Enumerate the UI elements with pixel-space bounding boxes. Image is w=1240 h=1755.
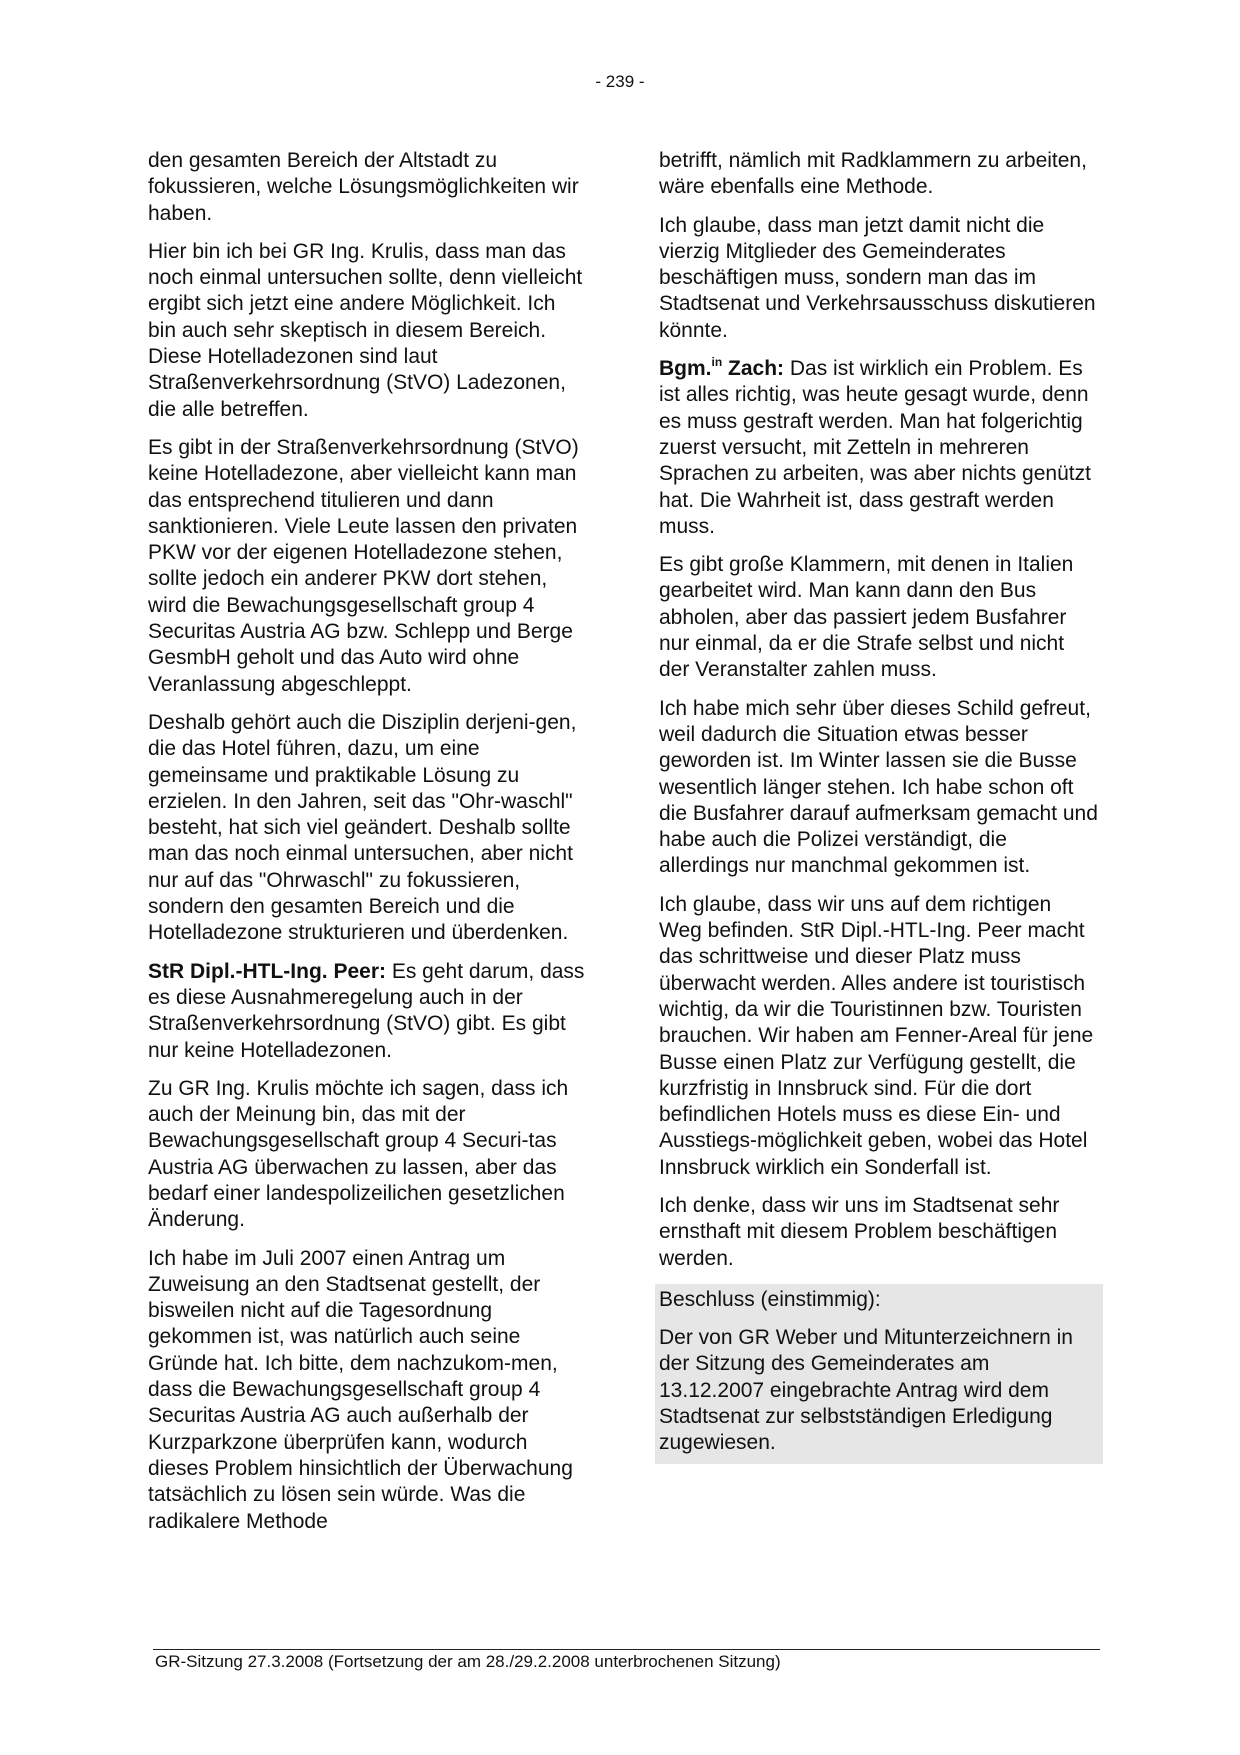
- paragraph: Es gibt große Klammern, mit denen in Italien gearbeitet wird. Man kann dann den Bus abholen, aber das passiert jedem Busfahrer nur einmal, da er die Strafe selbst und nicht der Veranstalter zahlen muss.: [659, 553, 1074, 682]
- paragraph: Deshalb gehört auch die Disziplin derjeni-gen, die das Hotel führen, dazu, um eine gemeinsame und praktikable Lösung zu erzielen. In den Jahren, seit das "Ohr-waschl" besteht, hat sich viel geändert. Deshalb sollte man das noch einmal untersuchen, aber nicht nur auf das "Ohrwaschl" zu fokussieren, sondern den gesamten Bereich und die Hotelladezone strukturieren und überdenken.: [148, 710, 577, 945]
- decision-text: Der von GR Weber und Mitunterzeichnern in der Sitzung des Gemeinderates am 13.12.2007 eingebrachte Antrag wird dem Stadtsenat zur selbstständigen Erledigung zugewiesen.: [659, 1326, 1073, 1455]
- decision-box: [655, 1284, 1103, 1464]
- speaker-title-suffix: in: [711, 355, 723, 370]
- paragraph: Ich glaube, dass wir uns auf dem richtigen Weg befinden. StR Dipl.-HTL-Ing. Peer macht das schrittweise und dieser Platz muss überwacht werden. Alles andere ist touristisch wichtig, da wir die Touristinnen bzw. Touristen brauchen. Wir haben am Fenner-Areal für jene Busse einen Platz zur Verfügung gestellt, die kurzfristig in Innsbruck sind. Für die dort befindlichen Hotels muss es diese Ein- und Ausstiegs-möglichkeit geben, wobei das Hotel Innsbruck wirklich ein Sonderfall ist.: [659, 892, 1094, 1179]
- speaker-name: [659, 357, 784, 380]
- speaker-paragraph: [148, 959, 588, 1064]
- speaker-text: Es geht darum, dass es diese Ausnahmeregelung auch in der Straßenverkehrsordnung (StVO) gibt. Es gibt nur keine Hotelladezonen.: [148, 959, 585, 1062]
- speaker-paragraph: [659, 356, 1099, 540]
- paragraph: Ich habe mich sehr über dieses Schild gefreut, weil dadurch die Situation etwas besser geworden ist. Im Winter lassen sie die Busse wesentlich länger stehen. Ich habe schon oft die Busfahrer darauf aufmerksam gemacht und habe auch die Polizei verständigt, die allerdings nur manchmal gekommen ist.: [659, 696, 1098, 878]
- footer-text: GR-Sitzung 27.3.2008 (Fortsetzung der am 28./29.2.2008 unterbrochenen Sitzung): [155, 1652, 781, 1671]
- speaker-text: Das ist wirklich ein Problem. Es ist alles richtig, was heute gesagt wurde, denn es muss gestraft werden. Man hat folgerichtig zuerst versucht, mit Zetteln in mehreren Sprachen zu arbeiten, was aber nichts genützt hat. Die Wahrheit ist, dass gestraft werden muss.: [659, 357, 1091, 538]
- left-column: [148, 148, 588, 1547]
- paragraph: Ich habe im Juli 2007 einen Antrag um Zuweisung an den Stadtsenat gestellt, der bisweilen nicht auf die Tagesordnung gekommen ist, was natürlich auch seine Gründe hat. Ich bitte, dem nachzukom-men, dass die Bewachungsgesellschaft group 4 Securitas Austria AG auch außerhalb der Kurzparkzone überprüfen kann, wodurch dieses Problem hinsichtlich der Überwachung tatsächlich zu lösen sein würde. Was die radikalere Methode: [148, 1246, 573, 1533]
- paragraph: Zu GR Ing. Krulis möchte ich sagen, dass ich auch der Meinung bin, das mit der Bewachungsgesellschaft group 4 Securi-tas Austria AG überwachen zu lassen, aber das bedarf einer landespolizeilichen gesetzlichen Änderung.: [148, 1076, 569, 1232]
- footer-divider: [153, 1649, 1100, 1650]
- paragraph: den gesamten Bereich der Altstadt zu fokussieren, welche Lösungsmöglichkeiten wir haben.: [148, 149, 579, 225]
- right-column: [659, 148, 1099, 1464]
- paragraph: Hier bin ich bei GR Ing. Krulis, dass man das noch einmal untersuchen sollte, denn vielleicht ergibt sich jetzt eine andere Möglichkeit. Ich bin auch sehr skeptisch in diesem Bereich. Diese Hotelladezonen sind laut Straßenverkehrsordnung (StVO) Ladezonen, die alle betreffen.: [148, 239, 583, 421]
- page-number: - 239 -: [595, 72, 645, 91]
- speaker-name: StR Dipl.-HTL-Ing. Peer:: [148, 959, 386, 983]
- paragraph: Ich denke, dass wir uns im Stadtsenat sehr ernsthaft mit diesem Problem beschäftigen werden.: [659, 1193, 1060, 1270]
- speaker-title: Bgm.: [659, 357, 712, 381]
- paragraph: Ich glaube, dass man jetzt damit nicht die vierzig Mitglieder des Gemeinderates beschäftigen muss, sondern man das im Stadtsenat und Verkehrsausschuss diskutieren könnte.: [659, 213, 1096, 342]
- paragraph: Es gibt in der Straßenverkehrsordnung (StVO) keine Hotelladezone, aber vielleicht kann man das entsprechend titulieren und dann sanktionieren. Viele Leute lassen den privaten PKW vor der eigenen Hotelladezone stehen, sollte jedoch ein anderer PKW dort stehen, wird die Bewachungsgesellschaft group 4 Securitas Austria AG bzw. Schlepp und Berge GesmbH geholt und das Auto wird ohne Veranlassung abgeschleppt.: [148, 435, 579, 696]
- speaker-surname: Zach:: [722, 357, 785, 381]
- paragraph: betrifft, nämlich mit Radklammern zu arbeiten, wäre ebenfalls eine Methode.: [659, 149, 1087, 199]
- decision-title: Beschluss (einstimmig):: [659, 1287, 881, 1311]
